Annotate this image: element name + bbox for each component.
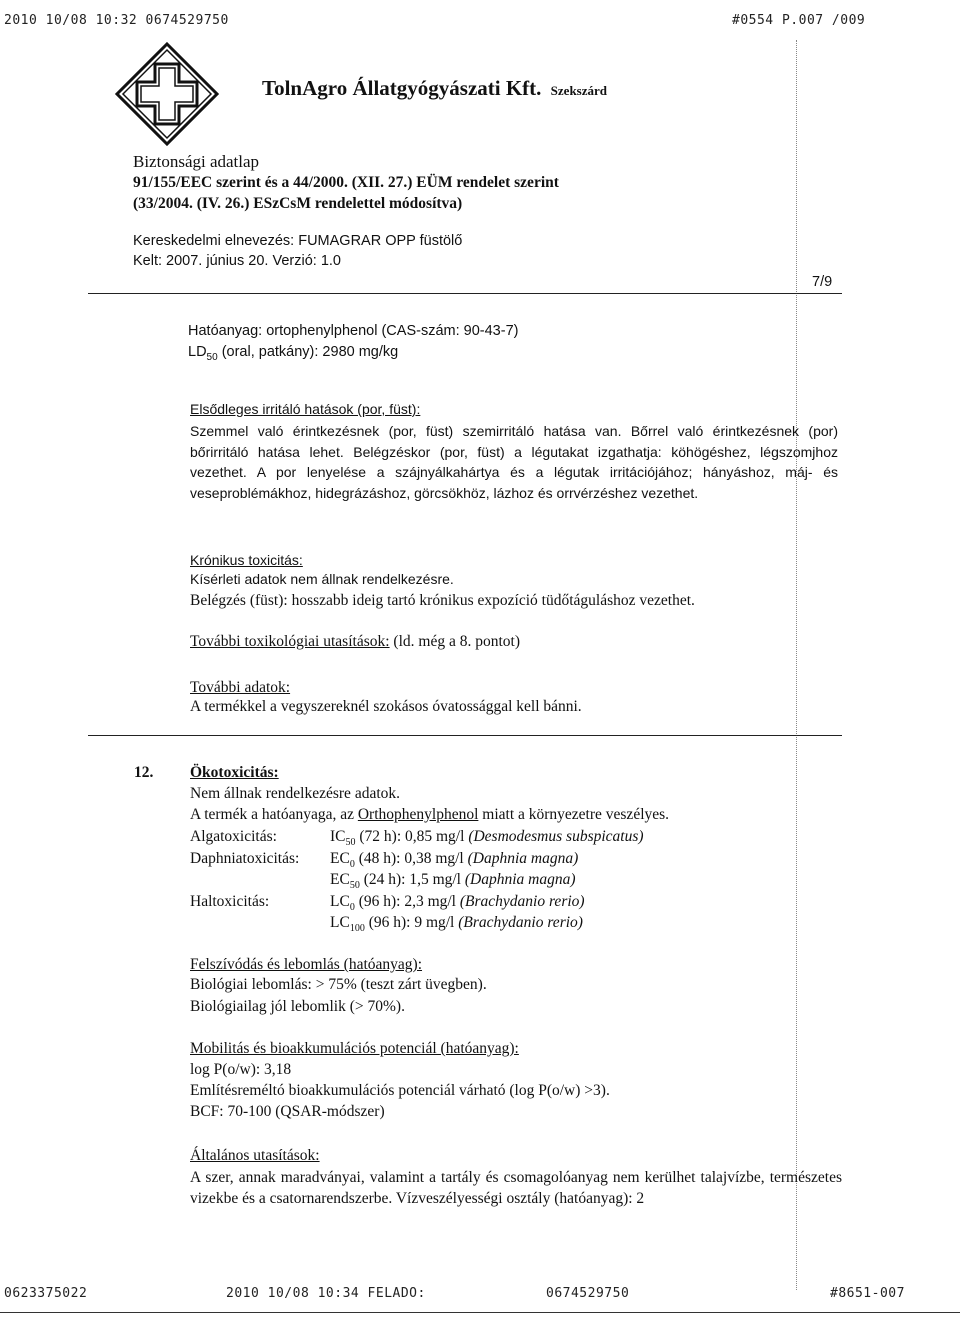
primary-irritation-heading: Elsődleges irritáló hatások (por, füst): xyxy=(190,401,421,417)
further-data-text: A termékkel a vegyszereknél szokásos óvatossággal kell bánni. xyxy=(190,698,582,715)
mobility-heading: Mobilitás és bioakkumulációs potenciál (hatóanyag): xyxy=(190,1040,519,1057)
company-name: TolnAgro Állatgyógyászati Kft. Szekszárd xyxy=(262,76,608,100)
ld50-line: $LD_{50}$ (oral, patkány): 2980 mg/kg xyxy=(188,344,399,363)
section12-heading: Ökotoxicitás: xyxy=(190,764,279,781)
further-data-heading: További adatok: xyxy=(190,679,291,696)
general-heading: Általános utasítások: xyxy=(190,1147,320,1164)
section-rule xyxy=(88,735,842,736)
toxicity-value: $LC_0$ (96 h): 2,3 mg/l (Brachydanio rerio) xyxy=(330,892,585,913)
margin-line xyxy=(796,40,797,1290)
doc-title: Biztonsági adatlap xyxy=(133,152,260,171)
date-version: Kelt: 2007. június 20. Verzió: 1.0 xyxy=(133,253,341,269)
mobility-line1: log P(o/w): 3,18 xyxy=(190,1061,292,1078)
page-number: 7/9 xyxy=(812,274,833,290)
footer-rule xyxy=(0,1312,960,1313)
degradation-heading: Felszívódás és lebomlás (hatóanyag): xyxy=(190,956,423,973)
fax-footer-mid: 2010 10/08 10:34 FELADO: xyxy=(226,1286,426,1301)
degradation-line2: Biológiailag jól lebomlik (> 70%). xyxy=(190,998,405,1015)
fax-footer-number: 0674529750 xyxy=(546,1286,630,1301)
further-tox: További toxikológiai utasítások: (ld. még a 8. pontot) xyxy=(190,633,520,650)
toxicity-value: $EC_{50}$ (24 h): 1,5 mg/l (Daphnia magna) xyxy=(330,871,576,892)
general-text: A szer, annak maradványai, valamint a tartály és csomagolóanyag nem kerülhet talajvízbe, természetes vizekbe és a csatornarendszerbe. Vízveszélyességi osztály (hatóanyag): 2 xyxy=(190,1169,842,1207)
regulation-line2: (33/2004. (IV. 26.) ESzCsM rendelettel módosítva) xyxy=(133,195,463,212)
fax-footer-left: 0623375022 xyxy=(4,1286,88,1301)
chronic-heading: Krónikus toxicitás: xyxy=(190,552,303,568)
header-rule xyxy=(88,293,842,294)
chronic-line2: Belégzés (füst): hosszabb ideig tartó krónikus expozíció tüdőtáguláshoz vezethet. xyxy=(190,592,695,609)
degradation-line1: Biológiai lebomlás: > 75% (teszt zárt üvegben). xyxy=(190,976,487,993)
toxicity-value: $LC_{100}$ (96 h): 9 mg/l (Brachydanio rerio) xyxy=(330,914,583,935)
primary-irritation-text: Szemmel való érintkezésnek (por, füst) szemirritáló hatása van. Bőrrel való érintkezésnek (por) bőrirritáló hatása lehet. Belégzéskor (por, füst) a légutakat izgathatja: köhögéshez, légszomjhoz vezethet. A por lenyelése a szájnyálkahártya és a légutak irritációjához; hányáshoz, máj- és veseproblémákhoz, hidegrázáshoz, görcsökhöz, lázhoz és orrvérzéshez vezethet. xyxy=(190,423,838,501)
mobility-line3: BCF: 70-100 (QSAR-módszer) xyxy=(190,1103,385,1120)
company-city: Szekszárd xyxy=(550,83,608,98)
mobility-line2: Említésreméltó bioakkumulációs potenciál várható (log P(o/w) >3). xyxy=(190,1082,610,1099)
toxicity-value: $IC_{50}$ (72 h): 0,85 mg/l (Desmodesmus subspicatus) xyxy=(330,828,644,849)
trade-name: Kereskedelmi elnevezés: FUMAGRAR OPP füstölő xyxy=(133,233,463,249)
section12-number: 12. xyxy=(134,764,154,781)
toxicity-value: $EC_0$ (48 h): 0,38 mg/l (Daphnia magna) xyxy=(330,849,579,870)
toxicity-label: Daphniatoxicitás: xyxy=(190,849,300,867)
fax-header-left: 2010 10/08 10:32 0674529750 xyxy=(4,13,229,28)
substance-line: Hatóanyag: ortophenylphenol (CAS-szám: 90-43-7) xyxy=(188,323,519,339)
regulation-line1: 91/155/EEC szerint és a 44/2000. (XII. 27.) EÜM rendelet szerint xyxy=(133,174,559,191)
toxicity-label: Algatoxicitás: xyxy=(190,828,277,845)
fax-header-right: #0554 P.007 /009 xyxy=(732,13,866,28)
section12-line1: Nem állnak rendelkezésre adatok. xyxy=(190,785,401,802)
cross-logo-icon xyxy=(113,40,221,148)
toxicity-label: Haltoxicitás: xyxy=(190,892,270,910)
fax-footer-right: #8651-007 xyxy=(830,1286,905,1301)
chronic-line1: Kísérleti adatok nem állnak rendelkezésre. xyxy=(190,571,454,587)
section12-line2: A termék a hatóanyaga, az Orthophenylphenol miatt a környezetre veszélyes. xyxy=(190,806,670,823)
